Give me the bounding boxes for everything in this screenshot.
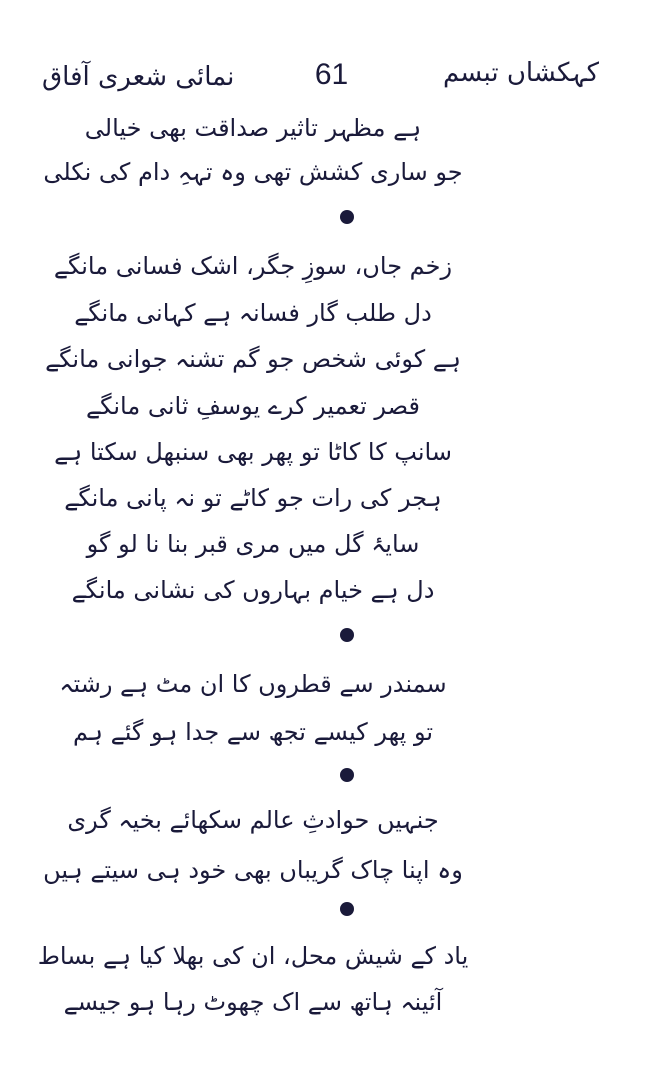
verse-line: جو ساری کشش تھی وہ تہہِ دام کی نکلی — [43, 158, 463, 186]
verse-line: زخم جاں، سوزِ جگر، اشک فسانی مانگے — [53, 252, 453, 280]
verse-line: قصر تعمیر کرے یوسفِ ثانی مانگے — [86, 392, 420, 420]
verse-line: وہ اپنا چاک گریباں بھی خود ہی سیتے ہیں — [43, 856, 463, 884]
section-divider-dot — [340, 210, 354, 224]
verse-line: یاد کے شیش محل، ان کی بھلا کیا ہے بساط — [37, 942, 469, 970]
verse-line: ہے مظہر تاثیر صداقت بھی خیالی — [84, 114, 422, 142]
verse-line: ہے کوئی شخص جو گم تشنہ جوانی مانگے — [45, 345, 461, 373]
header-left-title: نمائی شعری آفاق — [42, 62, 235, 92]
verse-line: ہجر کی رات جو کاٹے تو نہ پانی مانگے — [64, 484, 442, 512]
verse-line: سمندر سے قطروں کا ان مٹ ہے رشتہ — [59, 670, 447, 698]
section-divider-dot — [340, 628, 354, 642]
verse-line: تو پھر کیسے تجھ سے جدا ہو گئے ہم — [72, 718, 434, 746]
section-divider-dot — [340, 902, 354, 916]
verse-line: دل طلب گار فسانہ ہے کہانی مانگے — [74, 299, 432, 327]
header-right-title: کہکشاں تبسم — [442, 58, 599, 88]
page-header — [0, 52, 663, 104]
verse-line: سایۂ گل میں مری قبر بنا نا لو گو — [86, 530, 420, 558]
verse-line: آئینہ ہاتھ سے اک چھوٹ رہا ہو جیسے — [63, 988, 443, 1016]
verse-line: دل ہے خیام بہاروں کی نشانی مانگے — [71, 576, 435, 604]
verse-line: سانپ کا کاٹا تو پھر بھی سنبھل سکتا ہے — [54, 438, 452, 466]
page-number: 61 — [314, 58, 349, 91]
verse-line: جنہیں حوادثِ عالم سکھائے بخیہ گری — [67, 806, 439, 834]
section-divider-dot — [340, 768, 354, 782]
